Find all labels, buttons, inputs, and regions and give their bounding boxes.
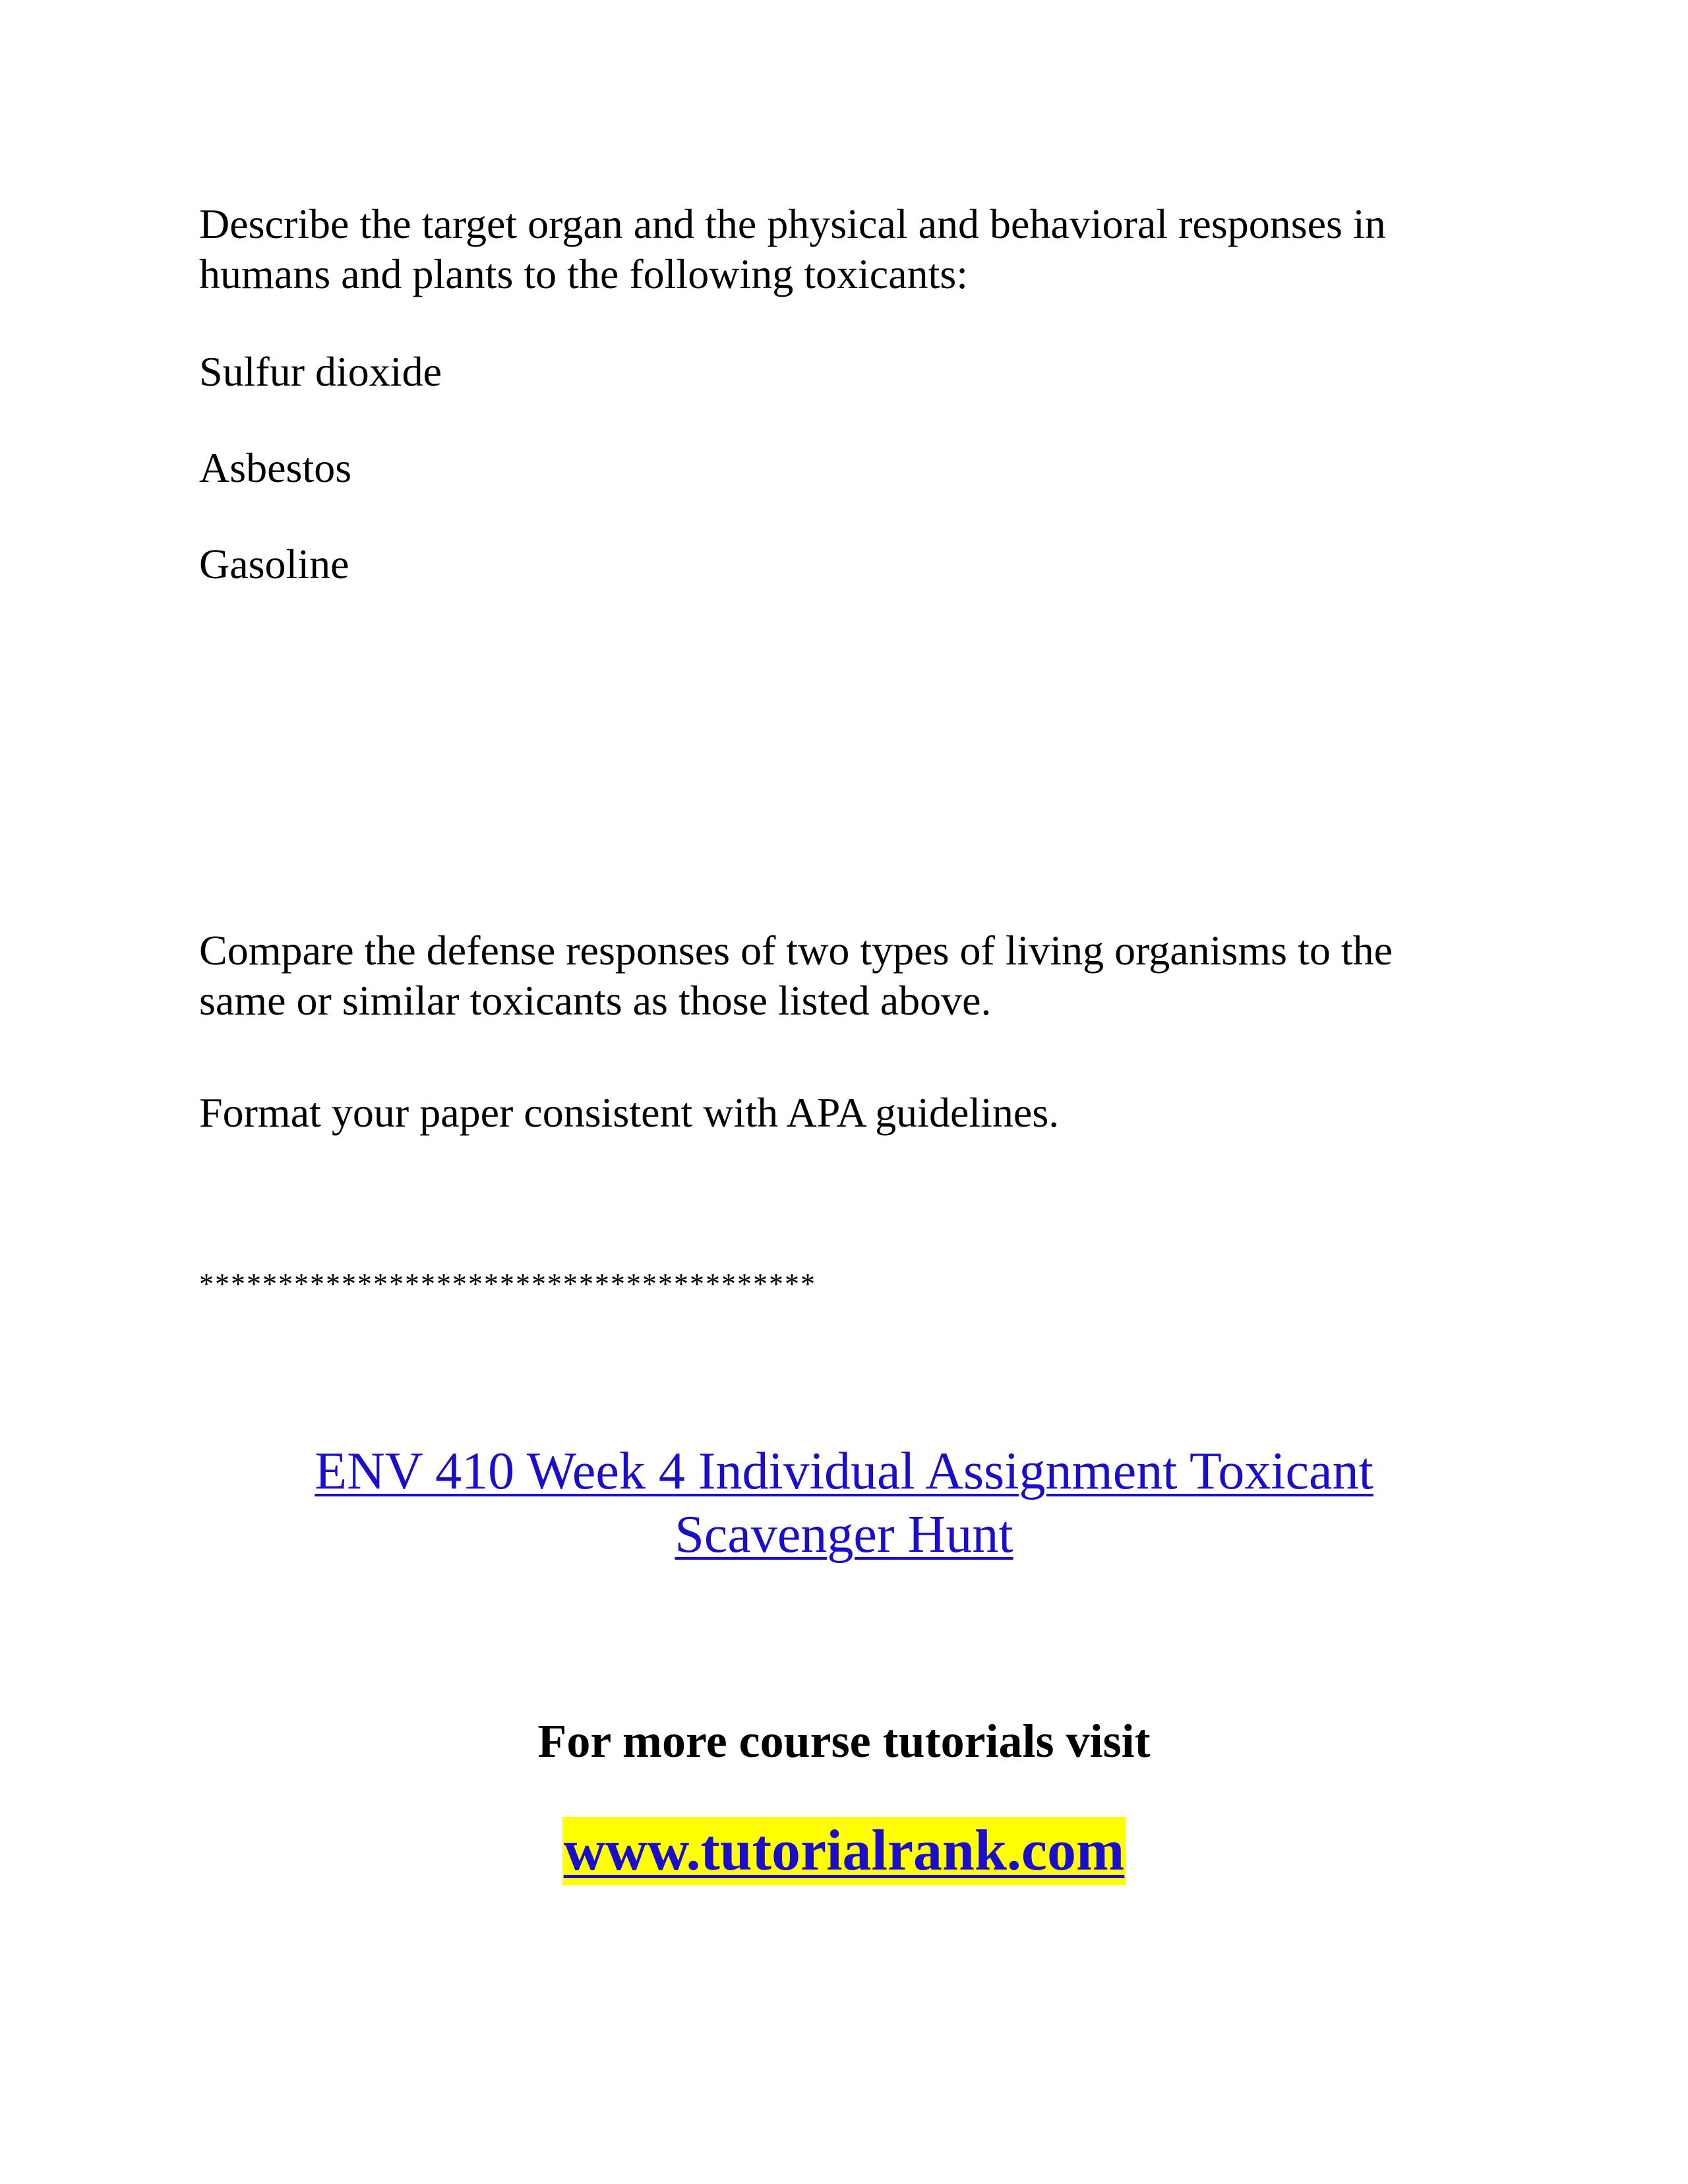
asterisk-separator: *************************************** xyxy=(199,1268,816,1300)
site-link-container xyxy=(0,1817,1688,1885)
compare-line-2: same or similar toxicants as those listed above. xyxy=(199,977,992,1024)
intro-paragraph xyxy=(199,199,1386,299)
intro-line-2: humans and plants to the following toxicants: xyxy=(199,251,969,297)
assignment-title-line-2: Scavenger Hunt xyxy=(675,1506,1013,1564)
assignment-title-line-1: ENV 410 Week 4 Individual Assignment Toxicant xyxy=(315,1442,1373,1500)
format-note: Format your paper consistent with APA guidelines. xyxy=(199,1089,1060,1136)
promo-text: For more course tutorials visit xyxy=(537,1715,1151,1767)
toxicant-item: Sulfur dioxide xyxy=(199,348,442,395)
compare-paragraph xyxy=(199,926,1393,1026)
toxicant-item: Gasoline xyxy=(199,541,349,587)
assignment-title-link[interactable] xyxy=(0,1440,1688,1566)
toxicant-item: Asbestos xyxy=(199,444,352,491)
tutorialrank-site-link[interactable]: www.tutorialrank.com xyxy=(562,1817,1126,1885)
compare-line-1: Compare the defense responses of two types of living organisms to the xyxy=(199,927,1393,974)
intro-line-1: Describe the target organ and the physical and behavioral responses in xyxy=(199,200,1386,247)
